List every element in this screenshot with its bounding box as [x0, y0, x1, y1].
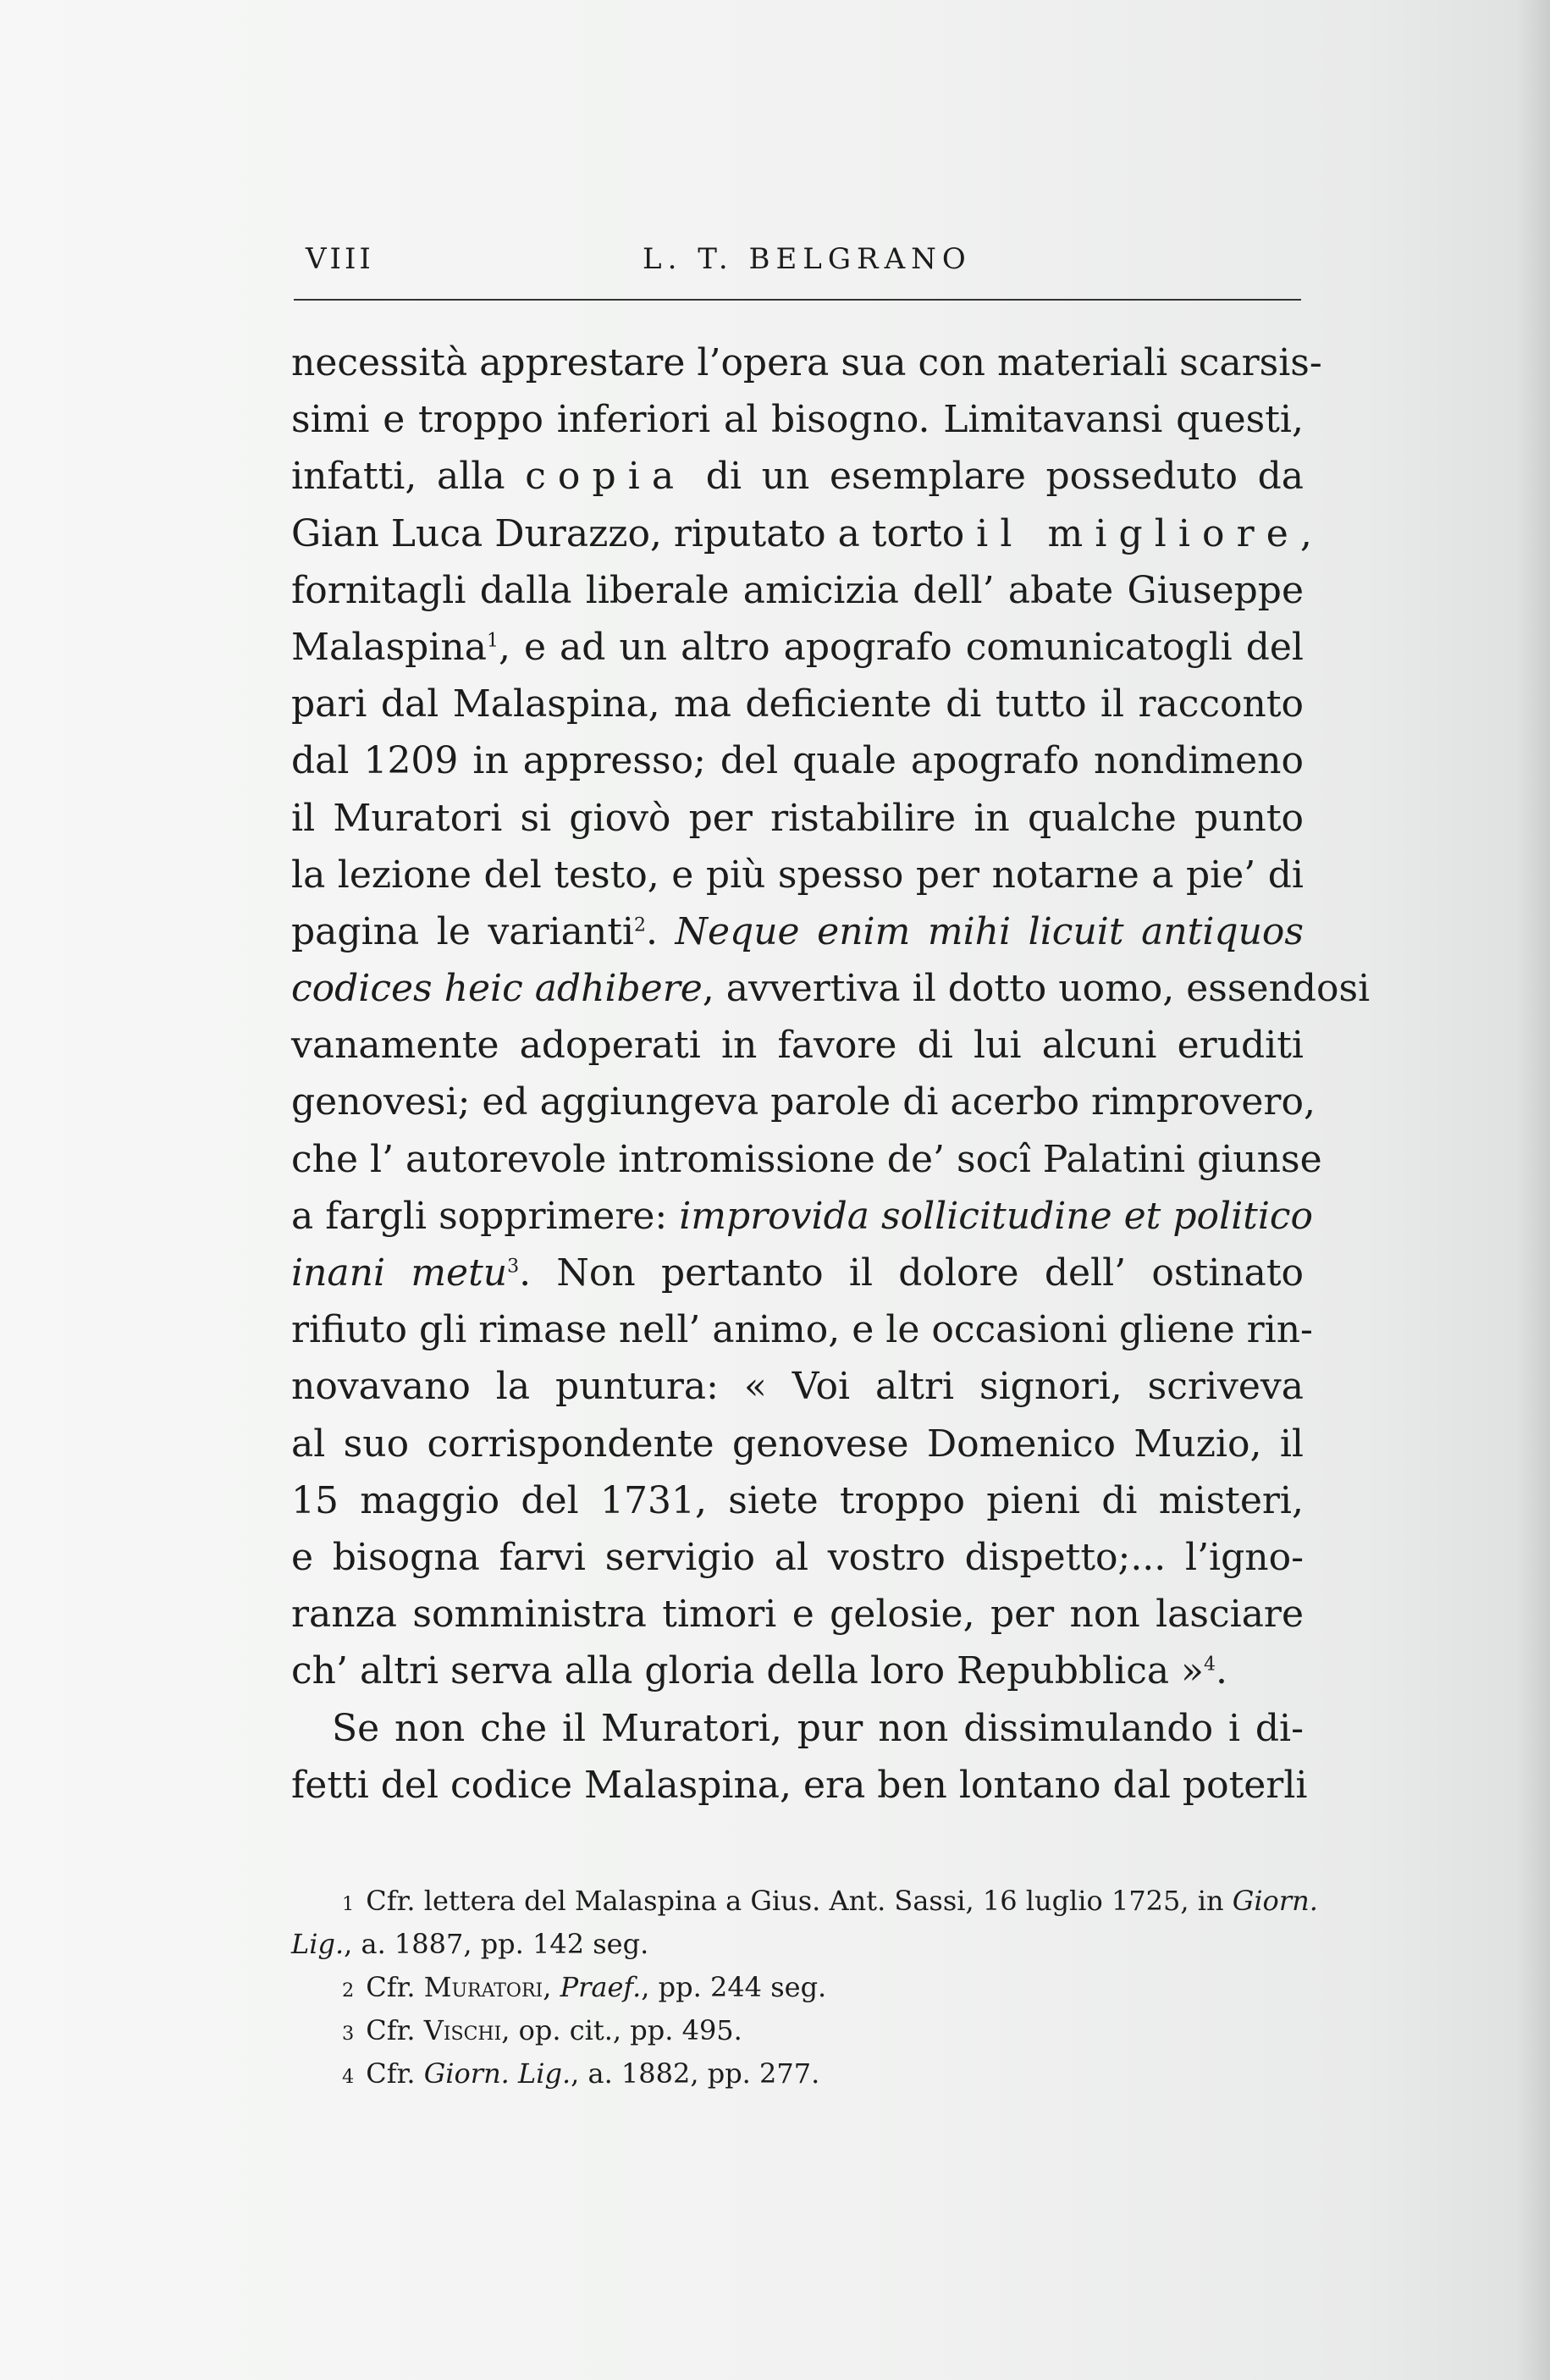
text-line: codices heic adhibere, avvertiva il dotto uomo, essendosi: [291, 967, 1371, 1011]
text-line: pagina le varianti$^2$. Neque enim mihi licuit antiquos: [291, 909, 1304, 953]
latin-quote: improvida sollicitudine et politico: [679, 1194, 1314, 1238]
text-line: al suo corrispondente genovese Domenico Muzio, il: [291, 1422, 1304, 1466]
text-line: a fargli sopprimere: improvida sollicitudine et politico: [291, 1194, 1314, 1238]
footnote-ref: 1: [486, 630, 499, 652]
footnote-number: 2: [342, 1980, 355, 2002]
footnote-number: 4: [342, 2066, 355, 2088]
main-text: [291, 334, 1371, 1814]
page-header: [294, 239, 1301, 281]
footnote-ref: 2: [633, 914, 646, 936]
text-line: la lezione del testo, e più spesso per notarne a pie’ di: [291, 853, 1304, 897]
latin-quote: Neque enim mihi licuit antiquos: [675, 909, 1304, 953]
text-line: pari dal Malaspina, ma deficiente di tutto il racconto: [291, 682, 1304, 726]
footnote-ref: 3: [507, 1256, 520, 1278]
text-line: Se non che il Muratori, pur non dissimulando i di-: [332, 1706, 1304, 1750]
page-number: VIII: [306, 242, 374, 276]
text-line: rifiuto gli rimase nell’ animo, e le occasioni gliene rin-: [291, 1308, 1313, 1352]
latin-quote: inani metu: [291, 1251, 508, 1295]
running-title: L. T. BELGRANO: [643, 242, 972, 276]
text-line: simi e troppo inferiori al bisogno. Limitavansi questi,: [291, 398, 1304, 442]
footnote-ref: 4: [1203, 1654, 1216, 1676]
latin-quote: codices heic adhibere: [291, 967, 703, 1011]
footnote-3: 3 Cfr. Vischi, op. cit., pp. 495.: [342, 2014, 742, 2046]
footnote-4: 4 Cfr. Giorn. Lig., a. 1882, pp. 277.: [342, 2057, 820, 2090]
footnote-number: 3: [342, 2023, 355, 2045]
text-line: fornitagli dalla liberale amicizia dell’ abate Giuseppe: [291, 568, 1304, 612]
text-line: Gian Luca Durazzo, riputato a torto il migliore,: [291, 511, 1312, 555]
text-line: novavano la puntura: « Voi altri signori, scriveva: [291, 1365, 1304, 1409]
footnotes: [291, 1880, 1318, 2096]
footnote-1-continued: Lig., a. 1887, pp. 142 seg.: [291, 1928, 649, 1960]
text-line: ch’ altri serva alla gloria della loro Repubblica »$^4$.: [291, 1649, 1227, 1693]
footnote-number: 1: [342, 1893, 355, 1915]
text-line: inani metu$^3$. Non pertanto il dolore dell’ ostinato: [291, 1251, 1305, 1295]
text-line: il Muratori si giovò per ristabilire in qualche punto: [291, 796, 1304, 840]
spaced-emphasis: copia: [525, 455, 687, 499]
text-line: infatti, alla copia di un esemplare posseduto da: [291, 455, 1305, 499]
text-line: dal 1209 in appresso; del quale apografo nondimeno: [291, 739, 1304, 783]
spaced-emphasis: il migliore: [976, 511, 1300, 555]
page-edge-shadow: [1516, 0, 1550, 2380]
text-line: necessità apprestare l’opera sua con materiali scarsis-: [291, 341, 1322, 384]
footnote-1: 1 Cfr. lettera del Malaspina a Gius. Ant. Sassi, 16 luglio 1725, in Giorn.: [342, 1885, 1318, 1917]
text-line: genovesi; ed aggiungeva parole di acerbo rimprovero,: [291, 1080, 1316, 1124]
text-line: Malaspina$^1$, e ad un altro apografo comunicatogli del: [291, 625, 1304, 669]
text-line: che l’ autorevole intromissione de’ socî Palatini giunse: [291, 1137, 1322, 1181]
text-line: 15 maggio del 1731, siete troppo pieni di misteri,: [291, 1478, 1304, 1522]
text-line: e bisogna farvi servigio al vostro dispetto;... l’igno-: [291, 1535, 1304, 1579]
text-line: fetti del codice Malaspina, era ben lontano dal poterli: [291, 1763, 1308, 1807]
header-rule: [294, 299, 1301, 301]
text-line: ranza somministra timori e gelosie, per non lasciare: [291, 1593, 1304, 1637]
text-line: vanamente adoperati in favore di lui alcuni eruditi: [291, 1024, 1304, 1068]
footnote-2: 2 Cfr. Muratori, Praef., pp. 244 seg.: [342, 1971, 827, 2003]
